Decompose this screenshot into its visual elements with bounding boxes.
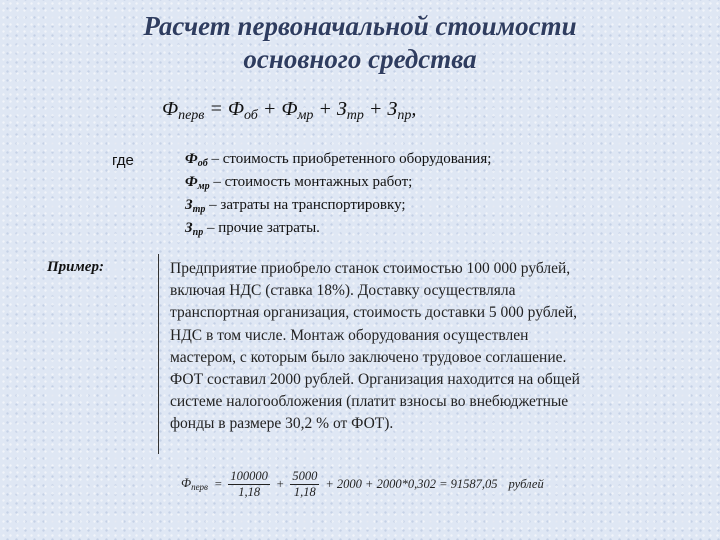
definition-sub: пр <box>192 227 204 238</box>
calc-fraction-2-numerator: 5000 <box>292 468 318 483</box>
example-line: мастером, с которым было заключено трудовое соглашение. <box>170 348 567 366</box>
example-line: ФОТ составил 2000 рублей. Организация находится на общей <box>170 371 580 389</box>
calc-fraction-1 <box>228 469 270 500</box>
calc-unit: рублей <box>508 476 544 491</box>
formula-plus-1: + <box>262 98 277 120</box>
calc-fraction-2-denominator: 1,18 <box>293 484 316 499</box>
formula-term2-sub: мр <box>297 108 314 123</box>
example-divider <box>158 254 159 454</box>
formula-plus-3: + <box>368 98 383 120</box>
example-line: Предприятие приобрело станок стоимостью 100 000 рублей, <box>170 260 571 277</box>
definitions-list <box>185 150 605 242</box>
example-line: системе налогообложения (платит взносы во внебюджетные <box>170 393 569 411</box>
definition-sub: об <box>197 158 208 169</box>
example-line: НДС в том числе. Монтаж оборудования осуществлен <box>170 326 529 344</box>
title-line-2: основного средства <box>243 44 477 74</box>
example-label: Пример: <box>47 259 104 275</box>
example-text <box>170 258 650 436</box>
formula-lhs-sub: перв <box>178 108 205 123</box>
calc-lhs-symbol: Ф <box>181 476 192 490</box>
definition-item <box>185 196 605 219</box>
definition-sub: тр <box>192 204 206 215</box>
example-line: транспортная организация, стоимость доставки 5 000 рублей, <box>170 304 578 322</box>
formula-term4-sub: пр <box>397 108 412 123</box>
definition-item <box>185 219 605 242</box>
formula-comma: , <box>411 98 417 120</box>
definition-text: – затраты на транспортировку; <box>205 197 406 213</box>
definition-symbol: Ф <box>185 174 198 190</box>
formula-plus-2: + <box>318 98 332 120</box>
calculation-formula <box>178 466 598 502</box>
definition-item <box>185 150 605 173</box>
title-line-1: Расчет первоначальной стоимости <box>143 11 577 41</box>
example-line: фонды в размере 30,2 % от ФОТ). <box>170 415 394 433</box>
formula-term1-sub: об <box>243 108 258 123</box>
calc-fraction-1-denominator: 1,18 <box>238 484 261 499</box>
definition-sub: мр <box>197 181 210 192</box>
definition-text: – стоимость приобретенного оборудования; <box>207 151 492 167</box>
formula-lhs-symbol: Ф <box>162 98 179 120</box>
calc-equals: = <box>213 476 223 491</box>
formula-term3-symbol: З <box>336 98 347 120</box>
slide-title <box>60 10 660 76</box>
where-label: где <box>112 152 134 169</box>
definition-text: – стоимость монтажных работ; <box>209 174 413 190</box>
definition-item <box>185 173 605 196</box>
calc-plus: + <box>275 476 285 491</box>
definition-text: – прочие затраты. <box>203 220 320 236</box>
calc-fraction-2 <box>290 469 319 500</box>
example-line: включая НДС (ставка 18%). Доставку осуществляла <box>170 282 516 300</box>
calc-lhs-sub: перв <box>191 482 208 492</box>
formula-equals: = <box>209 98 223 120</box>
definition-symbol: Ф <box>185 151 198 167</box>
formula-term1-symbol: Ф <box>227 98 244 120</box>
main-formula <box>162 98 592 124</box>
definition-symbol: З <box>185 197 193 213</box>
calc-rest: + 2000 + 2000*0,302 = 91587,05 <box>325 476 498 491</box>
definition-symbol: З <box>185 220 193 236</box>
calc-fraction-1-numerator: 100000 <box>230 468 268 483</box>
formula-term3-sub: тр <box>346 108 364 123</box>
formula-term2-symbol: Ф <box>281 98 298 120</box>
formula-term4-symbol: З <box>387 98 398 120</box>
